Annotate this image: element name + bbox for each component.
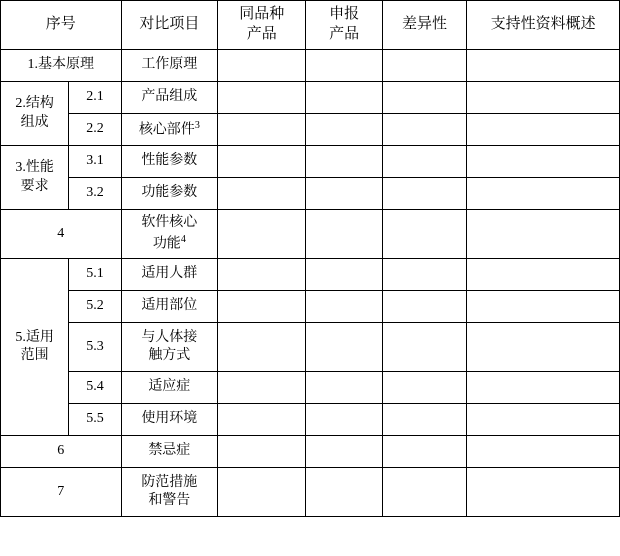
cell-difference[interactable] — [382, 50, 466, 82]
table-row — [1, 114, 620, 146]
row-seq-group-3-line1: 3.性能 — [15, 160, 54, 176]
header-seq: 序号 — [1, 1, 122, 50]
row-seq-4: 4 — [1, 210, 122, 259]
cell-support[interactable] — [467, 404, 620, 436]
cell-applied[interactable] — [306, 468, 382, 517]
cell-same-kind[interactable] — [218, 323, 306, 372]
row-item-5-4: 适应症 — [121, 372, 217, 404]
cell-applied[interactable] — [306, 404, 382, 436]
cell-difference[interactable] — [382, 114, 466, 146]
table-row — [1, 259, 620, 291]
row-item-5-2: 适用部位 — [121, 291, 217, 323]
cell-difference[interactable] — [382, 436, 466, 468]
cell-applied[interactable] — [306, 178, 382, 210]
table-row — [1, 436, 620, 468]
cell-applied[interactable] — [306, 291, 382, 323]
cell-applied[interactable] — [306, 82, 382, 114]
row-seq-group-5-line2: 范围 — [20, 348, 49, 363]
row-seq-group-2 — [1, 82, 69, 146]
table-row — [1, 404, 620, 436]
cell-difference[interactable] — [382, 404, 466, 436]
table-row — [1, 50, 620, 82]
table-row — [1, 178, 620, 210]
row-seq-group-2-line2: 组成 — [20, 114, 49, 130]
cell-difference[interactable] — [382, 146, 466, 178]
table-row — [1, 323, 620, 372]
cell-support[interactable] — [467, 436, 620, 468]
cell-same-kind[interactable] — [218, 404, 306, 436]
cell-support[interactable] — [467, 468, 620, 517]
cell-support[interactable] — [467, 259, 620, 291]
cell-difference[interactable] — [382, 82, 466, 114]
cell-support[interactable] — [467, 82, 620, 114]
header-applied-line1: 申报 — [329, 6, 360, 23]
cell-same-kind[interactable] — [218, 436, 306, 468]
cell-support[interactable] — [467, 146, 620, 178]
cell-same-kind[interactable] — [218, 210, 306, 259]
cell-same-kind[interactable] — [218, 372, 306, 404]
cell-difference[interactable] — [382, 323, 466, 372]
cell-same-kind[interactable] — [218, 114, 306, 146]
row-item-5-1: 适用人群 — [121, 259, 217, 291]
table-row — [1, 210, 620, 259]
cell-same-kind[interactable] — [218, 468, 306, 517]
row-seq-group-3 — [1, 146, 69, 210]
row-seq-group-3-line2: 要求 — [20, 178, 49, 194]
header-same-kind-line1: 同品种 — [239, 6, 285, 23]
row-seq-1: 1.基本原理 — [1, 50, 122, 82]
header-applied-product — [306, 1, 382, 50]
cell-support[interactable] — [467, 210, 620, 259]
cell-difference[interactable] — [382, 468, 466, 517]
table-row — [1, 291, 620, 323]
row-seq-sub-5-2: 5.2 — [69, 291, 121, 323]
cell-same-kind[interactable] — [218, 50, 306, 82]
row-seq-group-2-line1: 2.结构 — [15, 96, 54, 112]
row-item-2-2-text: 核心部件 — [138, 122, 195, 138]
row-item-6: 禁忌症 — [121, 436, 217, 468]
header-same-kind-product — [218, 1, 306, 50]
table-row — [1, 372, 620, 404]
cell-applied[interactable] — [306, 436, 382, 468]
row-seq-7: 7 — [1, 468, 122, 517]
row-seq-sub-5-1: 5.1 — [69, 259, 121, 291]
row-item-5-5: 使用环境 — [121, 404, 217, 436]
row-seq-sub-5-4: 5.4 — [69, 372, 121, 404]
row-seq-sub-5-3: 5.3 — [69, 323, 121, 372]
row-item-5-3-line2: 触方式 — [148, 348, 191, 363]
cell-applied[interactable] — [306, 114, 382, 146]
header-difference: 差异性 — [382, 1, 466, 50]
cell-difference[interactable] — [382, 178, 466, 210]
row-item-7-line2: 和警告 — [148, 493, 191, 508]
header-applied-line2: 产品 — [329, 26, 360, 42]
header-support: 支持性资料概述 — [467, 1, 620, 50]
cell-applied[interactable] — [306, 259, 382, 291]
cell-support[interactable] — [467, 323, 620, 372]
cell-applied[interactable] — [306, 50, 382, 82]
cell-difference[interactable] — [382, 372, 466, 404]
row-item-5-3-line1: 与人体接 — [141, 329, 198, 345]
row-item-4 — [121, 210, 217, 259]
row-item-7 — [121, 468, 217, 517]
cell-same-kind[interactable] — [218, 259, 306, 291]
row-item-2-2 — [121, 114, 217, 146]
row-item-3-2: 功能参数 — [121, 178, 217, 210]
row-item-5-3 — [121, 323, 217, 372]
cell-same-kind[interactable] — [218, 146, 306, 178]
cell-applied[interactable] — [306, 323, 382, 372]
row-seq-6: 6 — [1, 436, 122, 468]
row-seq-group-5 — [1, 259, 69, 436]
row-seq-group-5-line1: 5.适用 — [15, 329, 54, 345]
cell-difference[interactable] — [382, 259, 466, 291]
row-seq-sub-2-1: 2.1 — [69, 82, 121, 114]
row-item-4-line2 — [123, 233, 216, 254]
cell-same-kind[interactable] — [218, 291, 306, 323]
row-item-1: 工作原理 — [121, 50, 217, 82]
row-seq-sub-5-5: 5.5 — [69, 404, 121, 436]
cell-support[interactable] — [467, 114, 620, 146]
cell-applied[interactable] — [306, 146, 382, 178]
row-seq-sub-3-2: 3.2 — [69, 178, 121, 210]
cell-applied[interactable] — [306, 372, 382, 404]
cell-difference[interactable] — [382, 291, 466, 323]
row-item-4-line1: 软件核心 — [141, 215, 198, 231]
table-row — [1, 82, 620, 114]
row-item-2-2-footnote: 3 — [194, 119, 200, 131]
row-item-4-footnote: 4 — [180, 233, 186, 245]
row-item-4-line2-text: 功能 — [152, 236, 181, 252]
cell-same-kind[interactable] — [218, 82, 306, 114]
cell-same-kind[interactable] — [218, 178, 306, 210]
cell-support[interactable] — [467, 372, 620, 404]
header-item: 对比项目 — [121, 1, 217, 50]
table-header-row — [1, 1, 620, 50]
header-same-kind-line2: 产品 — [246, 26, 277, 42]
cell-support[interactable] — [467, 291, 620, 323]
cell-difference[interactable] — [382, 210, 466, 259]
cell-support[interactable] — [467, 178, 620, 210]
table-row — [1, 146, 620, 178]
row-seq-sub-3-1: 3.1 — [69, 146, 121, 178]
row-item-2-1: 产品组成 — [121, 82, 217, 114]
row-seq-sub-2-2: 2.2 — [69, 114, 121, 146]
row-item-7-line1: 防范措施 — [141, 474, 198, 490]
cell-support[interactable] — [467, 50, 620, 82]
row-item-3-1: 性能参数 — [121, 146, 217, 178]
table-row — [1, 468, 620, 517]
cell-applied[interactable] — [306, 210, 382, 259]
